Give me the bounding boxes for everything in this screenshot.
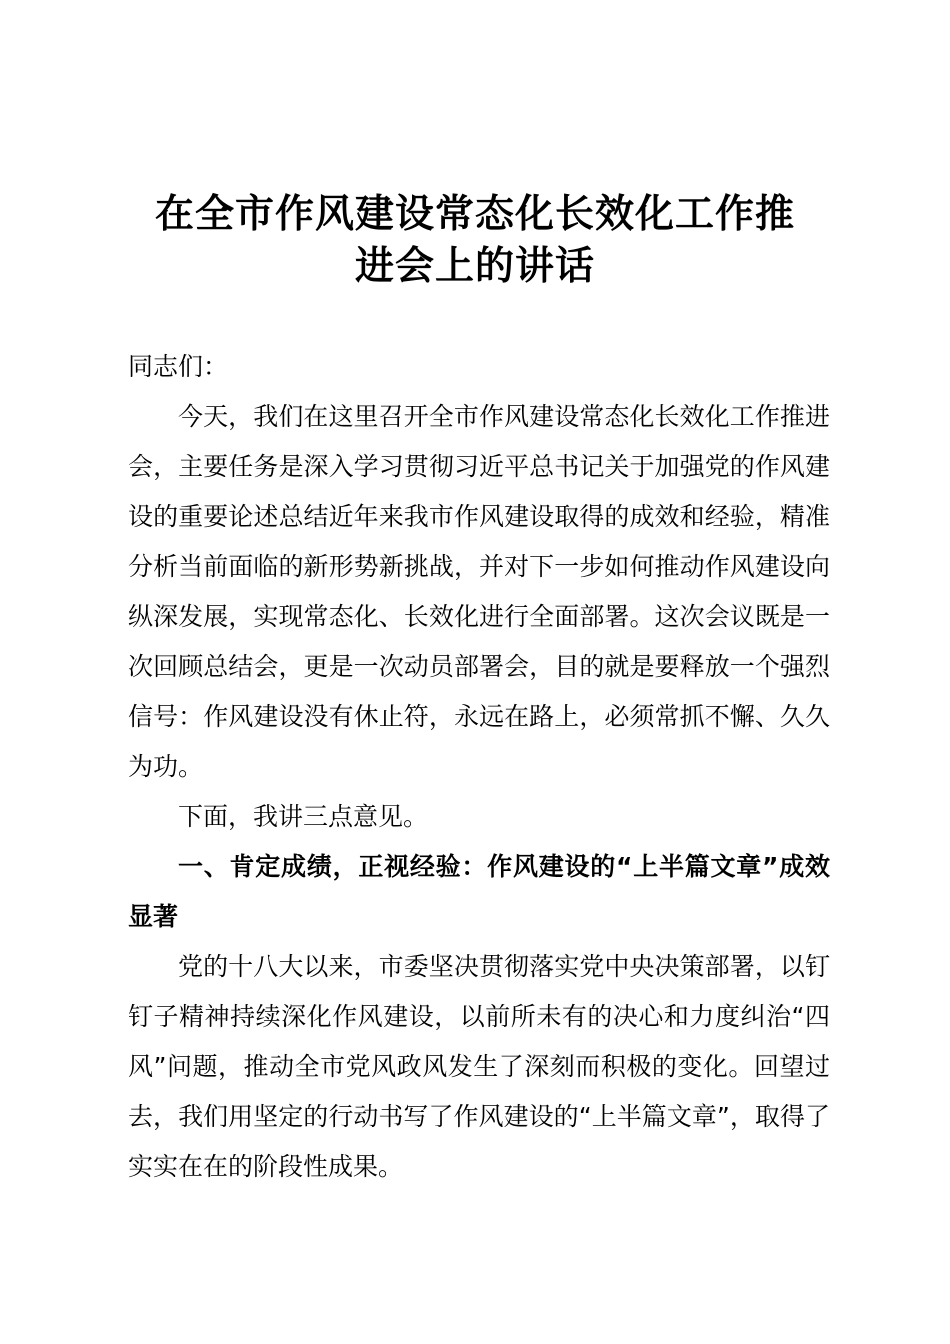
title-line-1: 在全市作风建设常态化长效化工作推: [154, 191, 795, 237]
salutation: 同志们：: [128, 352, 229, 381]
title-line-2: 进会上的讲话: [354, 243, 595, 289]
paragraph-opening: 今天，我们在这里召开全市作风建设常态化长效化工作推进会，主要任务是深入学习贯彻习近平总书记关于加强党的作风建设的重要论述总结近年来我市作风建设取得的成效和经验，精准分析当前面临的新形势新挑战，并对下一步如何推动作风建设向纵深发展，实现常态化、长效化进行全面部署。这次会议既是一次回顾总结会，更是一次动员部署会，目的就是要释放一个强烈信号：作风建设没有休止符，永远在路上，必须常抓不懈、久久为功。: [128, 402, 830, 781]
document-title: [120, 188, 830, 292]
paragraph-section-1: 党的十八大以来，市委坚决贯彻落实党中央决策部署，以钉钉子精神持续深化作风建设，以前所未有的决心和力度纠治“四风”问题，推动全市党风政风发生了深刻而积极的变化。回望过去，我们用坚定的行动书写了作风建设的“上半篇文章”，取得了实实在在的阶段性成果。: [128, 952, 830, 1181]
section-heading-1: 一、肯定成绩，正视经验：作风建设的“上半篇文章”成效显著: [128, 852, 830, 931]
document-body: [128, 342, 830, 1192]
paragraph-outline: 下面，我讲三点意见。: [178, 802, 429, 831]
